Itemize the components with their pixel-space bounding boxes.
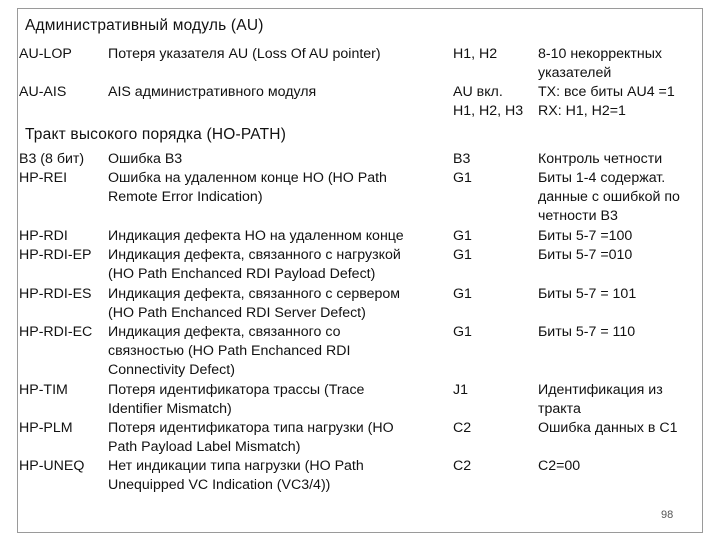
row-hp-rdi-es-code: HP-RDI-ES bbox=[19, 286, 92, 302]
row-au-lop-note: 8-10 некорректных указателей bbox=[538, 46, 662, 81]
row-hp-rdi-desc: Индикация дефекта HO на удаленном конце bbox=[108, 228, 404, 244]
row-hp-rdi-ec-bytes: G1 bbox=[453, 324, 472, 340]
row-au-ais-note: TX: все биты AU4 =1 RX: H1, H2=1 bbox=[538, 84, 675, 119]
row-hp-rdi-ep-code: HP-RDI-EP bbox=[19, 247, 92, 263]
row-hp-plm-note: Ошибка данных в C1 bbox=[538, 420, 678, 436]
row-hp-uneq-desc: Нет индикации типа нагрузки (HO Path Unequipped VC Indication (VC3/4)) bbox=[108, 458, 364, 493]
row-b3-note: Контроль четности bbox=[538, 151, 663, 167]
row-au-ais-bytes: AU вкл. H1, H2, H3 bbox=[453, 84, 524, 119]
row-hp-rdi-es-note: Биты 5-7 = 101 bbox=[538, 286, 637, 302]
row-au-lop-bytes: H1, H2 bbox=[453, 46, 498, 62]
row-au-ais-code: AU-AIS bbox=[19, 84, 67, 100]
row-hp-tim-desc: Потеря идентификатора трассы (Trace Identifier Mismatch) bbox=[108, 382, 365, 417]
row-hp-rdi-ec-note: Биты 5-7 = 110 bbox=[538, 324, 636, 340]
row-au-lop-desc: Потеря указателя AU (Loss Of AU pointer) bbox=[108, 46, 381, 62]
row-hp-uneq-code: HP-UNEQ bbox=[19, 458, 85, 474]
row-hp-rdi-ep-bytes: G1 bbox=[453, 247, 472, 263]
row-hp-rei-bytes: G1 bbox=[453, 170, 472, 186]
row-hp-tim-code: HP-TIM bbox=[19, 382, 68, 398]
row-hp-rdi-code: HP-RDI bbox=[19, 228, 68, 244]
row-hp-rei-note: Биты 1-4 содержат. данные с ошибкой по четности B3 bbox=[538, 170, 680, 224]
row-hp-uneq-bytes: C2 bbox=[453, 458, 472, 474]
row-hp-tim-note: Идентификация из тракта bbox=[538, 382, 663, 417]
row-hp-plm-bytes: C2 bbox=[453, 420, 472, 436]
row-hp-plm-code: HP-PLM bbox=[19, 420, 73, 436]
row-hp-rei-code: HP-REI bbox=[19, 170, 68, 186]
row-hp-rdi-note: Биты 5-7 =100 bbox=[538, 228, 633, 244]
row-hp-rei-desc: Ошибка на удаленном конце HO (HO Path Remote Error Indication) bbox=[108, 170, 387, 205]
row-hp-rdi-es-bytes: G1 bbox=[453, 286, 472, 302]
row-hp-uneq-note: C2=00 bbox=[538, 458, 581, 474]
row-b3-bytes: B3 bbox=[453, 151, 471, 167]
page-number: 98 bbox=[661, 509, 674, 521]
row-hp-rdi-ec-code: HP-RDI-EC bbox=[19, 324, 93, 340]
row-b3-code: B3 (8 бит) bbox=[19, 151, 85, 167]
row-hp-rdi-ec-desc: Индикация дефекта, связанного со связностью (HO Path Enchanced RDI Connectivity Defect) bbox=[108, 324, 351, 378]
row-hp-tim-bytes: J1 bbox=[453, 382, 468, 398]
row-hp-rdi-ep-desc: Индикация дефекта, связанного с нагрузкой (HO Path Enchanced RDI Payload Defect) bbox=[108, 247, 401, 282]
row-hp-rdi-bytes: G1 bbox=[453, 228, 472, 244]
row-au-ais-desc: AIS административного модуля bbox=[108, 84, 317, 100]
row-hp-rdi-ep-note: Биты 5-7 =010 bbox=[538, 247, 633, 263]
row-hp-rdi-es-desc: Индикация дефекта, связанного с сервером (HO Path Enchanced RDI Server Defect) bbox=[108, 286, 401, 321]
row-au-lop-code: AU-LOP bbox=[19, 46, 72, 62]
heading-hp: Тракт высокого порядка (HO-PATH) bbox=[25, 126, 287, 143]
heading-au: Административный модуль (AU) bbox=[25, 17, 264, 34]
row-hp-plm-desc: Потеря идентификатора типа нагрузки (HO Path Payload Label Mismatch) bbox=[108, 420, 394, 455]
row-b3-desc: Ошибка B3 bbox=[108, 151, 183, 167]
